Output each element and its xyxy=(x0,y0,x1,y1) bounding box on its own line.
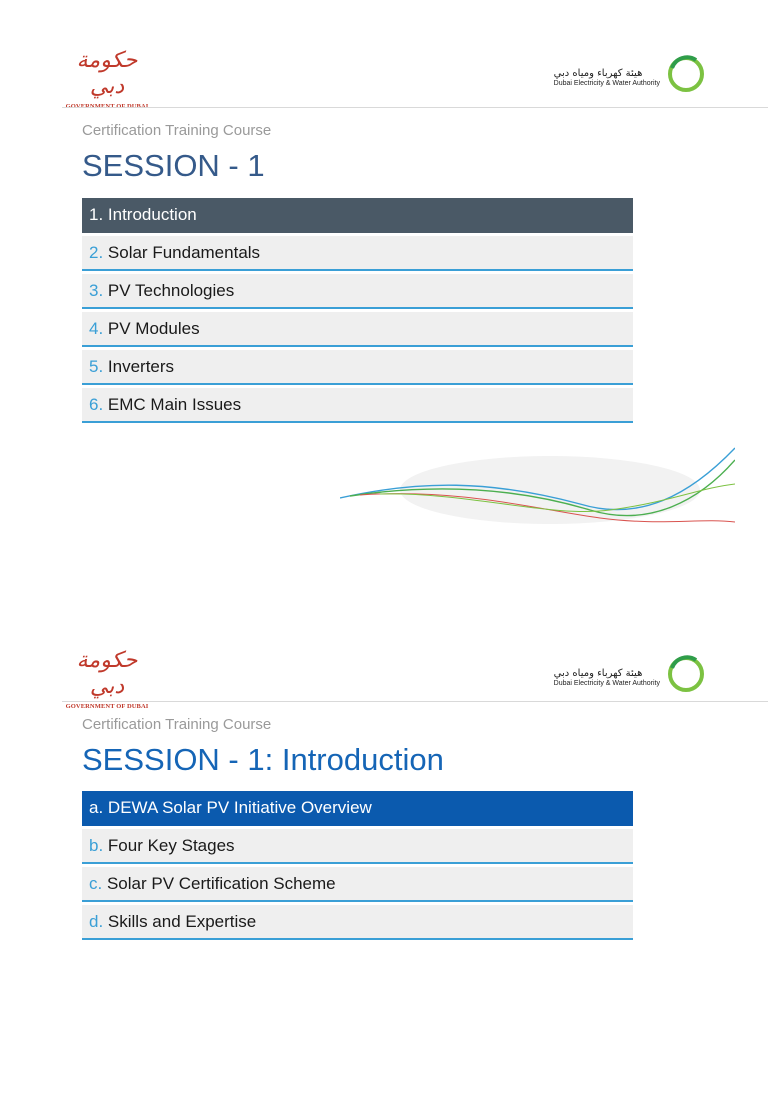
topic-label: DEWA Solar PV Initiative Overview xyxy=(103,798,372,817)
topic-item-emc-main-issues[interactable] xyxy=(82,388,633,423)
government-of-dubai-logo xyxy=(62,648,152,710)
topic-item-introduction[interactable] xyxy=(82,198,633,233)
topic-letter: d. xyxy=(89,912,104,931)
dewa-logo-arabic: هيئة كهرباء ومياه دبي xyxy=(553,668,643,679)
topic-item-skills-and-expertise[interactable] xyxy=(82,905,633,940)
gov-logo-english: GOVERNMENT OF DUBAI xyxy=(65,703,149,710)
topic-label: Skills and Expertise xyxy=(103,912,257,931)
topic-label: Inverters xyxy=(103,357,175,376)
topic-number: 3. xyxy=(89,281,104,300)
dewa-logo-english: Dubai Electricity & Water Authority xyxy=(553,80,660,87)
topic-number: 6. xyxy=(89,395,104,414)
topic-item-four-key-stages[interactable] xyxy=(82,829,633,864)
slide-session-1-introduction xyxy=(0,600,768,1112)
header-divider xyxy=(62,701,768,702)
topic-item-certification-scheme[interactable] xyxy=(82,867,633,902)
slide-session-1 xyxy=(0,0,768,512)
session-topic-list xyxy=(82,198,633,426)
topic-item-pv-modules[interactable] xyxy=(82,312,633,347)
dewa-ring-icon xyxy=(666,54,706,94)
course-subtitle: Certification Training Course xyxy=(82,716,272,733)
topic-number: 1. xyxy=(89,205,104,224)
topic-item-pv-technologies[interactable] xyxy=(82,274,633,309)
topic-letter: a. xyxy=(89,798,104,817)
topic-label: EMC Main Issues xyxy=(103,395,242,414)
session-title: SESSION - 1: Introduction xyxy=(82,742,444,777)
topic-item-solar-fundamentals[interactable] xyxy=(82,236,633,271)
course-subtitle: Certification Training Course xyxy=(82,122,272,139)
gov-logo-arabic: حكومة دبي xyxy=(76,648,138,699)
topic-letter: b. xyxy=(89,836,104,855)
dewa-logo-arabic: هيئة كهرباء ومياه دبي xyxy=(553,68,643,79)
topic-label: Four Key Stages xyxy=(103,836,235,855)
topic-letter: c. xyxy=(89,874,103,893)
topic-label: PV Technologies xyxy=(103,281,235,300)
decorative-wave-graphic xyxy=(340,440,735,535)
government-of-dubai-logo xyxy=(62,48,152,99)
topic-number: 4. xyxy=(89,319,104,338)
header-divider xyxy=(62,107,768,108)
topic-label: Solar Fundamentals xyxy=(103,243,261,262)
topic-number: 2. xyxy=(89,243,104,262)
dewa-logo-english: Dubai Electricity & Water Authority xyxy=(553,680,660,687)
dewa-ring-icon xyxy=(666,654,706,694)
topic-item-dewa-solar-pv-initiative[interactable] xyxy=(82,791,633,826)
gov-logo-arabic: حكومة دبي xyxy=(76,48,138,99)
topic-label: PV Modules xyxy=(103,319,200,338)
topic-item-inverters[interactable] xyxy=(82,350,633,385)
topic-number: 5. xyxy=(89,357,104,376)
session-topic-list xyxy=(82,791,633,943)
topic-label: Solar PV Certification Scheme xyxy=(102,874,336,893)
session-title: SESSION - 1 xyxy=(82,148,265,183)
topic-label: Introduction xyxy=(103,205,197,224)
